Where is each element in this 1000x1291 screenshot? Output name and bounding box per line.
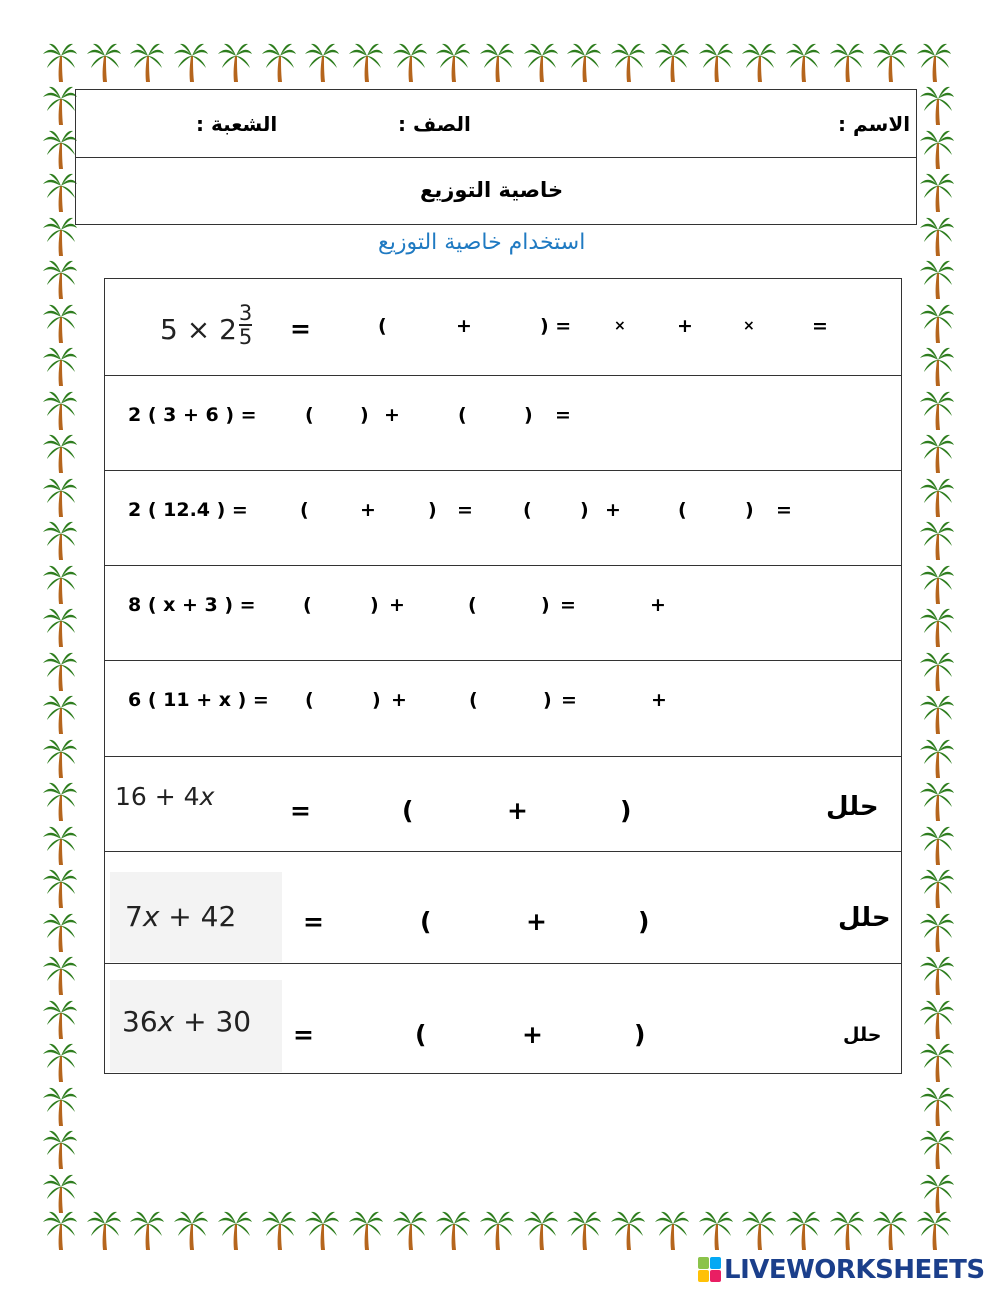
palm-tree-icon (43, 390, 77, 430)
palm-tree-icon (920, 738, 954, 778)
palm-tree-icon (742, 42, 776, 82)
palm-tree-icon (873, 42, 907, 82)
palm-tree-icon (43, 781, 77, 821)
palm-tree-icon (43, 216, 77, 256)
palm-tree-icon (920, 825, 954, 865)
palm-tree-icon (436, 1210, 470, 1250)
palm-tree-icon (655, 42, 689, 82)
row4-plus: + (389, 594, 405, 616)
palm-tree-icon (480, 1210, 514, 1250)
palm-tree-icon (920, 999, 954, 1039)
row7-open-paren: ( (420, 907, 432, 936)
palm-tree-icon (218, 42, 252, 82)
palm-tree-icon (920, 520, 954, 560)
row7-plus: + (526, 907, 547, 936)
palm-tree-icon (786, 42, 820, 82)
row2-paren: ) (524, 404, 533, 426)
row2-expression: 2 ( 3 + 6 ) = (128, 404, 257, 426)
row6-plus: + (507, 796, 528, 825)
row3-paren: ( (300, 499, 309, 521)
row-divider (104, 660, 901, 661)
class-label: الصف : (398, 112, 471, 136)
palm-tree-icon (43, 651, 77, 691)
row3-equals: = (457, 499, 473, 521)
row5-paren: ) (543, 689, 552, 711)
row5-expression: 6 ( 11 + x ) = (128, 689, 269, 711)
row8-close-paren: ) (634, 1020, 646, 1049)
row3-paren: ) (580, 499, 589, 521)
palm-tree-icon (43, 1173, 77, 1213)
row-divider (104, 756, 901, 757)
worksheet-subtitle: استخدام خاصية التوزيع (378, 230, 586, 255)
row1-plus: + (456, 315, 472, 337)
row6-solve-label: حلل (826, 792, 879, 822)
palm-tree-icon (830, 42, 864, 82)
palm-tree-icon (262, 1210, 296, 1250)
palm-tree-icon (43, 1210, 77, 1250)
palm-tree-icon (655, 1210, 689, 1250)
row3-paren: ) (428, 499, 437, 521)
row5-paren: ( (305, 689, 314, 711)
section-label: الشعبة : (196, 112, 278, 136)
palm-tree-icon (920, 651, 954, 691)
palm-tree-icon (920, 85, 954, 125)
row8-solve-label: حلل (843, 1024, 882, 1046)
palm-tree-icon (174, 42, 208, 82)
palm-tree-icon (920, 1129, 954, 1169)
row7-solve-label: حلل (838, 903, 891, 933)
palm-tree-icon (130, 1210, 164, 1250)
palm-tree-icon (393, 1210, 427, 1250)
palm-tree-icon (920, 868, 954, 908)
row3-paren: ) (745, 499, 754, 521)
palm-tree-icon (699, 42, 733, 82)
palm-tree-icon (43, 42, 77, 82)
row2-equals: = (555, 404, 571, 426)
row-divider (104, 470, 901, 471)
row2-plus: + (384, 404, 400, 426)
palm-tree-icon (920, 216, 954, 256)
row5-plus: + (651, 689, 667, 711)
row5-paren: ) (372, 689, 381, 711)
palm-tree-icon (920, 346, 954, 386)
row-divider (104, 963, 901, 964)
row6-close-paren: ) (620, 796, 632, 825)
palm-tree-icon (349, 42, 383, 82)
palm-tree-icon (43, 477, 77, 517)
logo-icon (710, 1257, 721, 1269)
palm-tree-icon (920, 564, 954, 604)
row3-expression: 2 ( 12.4 ) = (128, 499, 248, 521)
palm-tree-icon (480, 42, 514, 82)
palm-tree-icon (393, 42, 427, 82)
palm-tree-icon (567, 1210, 601, 1250)
palm-tree-icon (436, 42, 470, 82)
palm-tree-icon (218, 1210, 252, 1250)
row4-expression: 8 ( x + 3 ) = (128, 594, 256, 616)
row4-paren: ) (541, 594, 550, 616)
palm-tree-icon (262, 42, 296, 82)
palm-tree-icon (920, 390, 954, 430)
palm-tree-icon (43, 1129, 77, 1169)
palm-tree-icon (920, 607, 954, 647)
palm-tree-icon (524, 42, 558, 82)
liveworksheets-brand[interactable]: LIVEWORKSHEETS (724, 1255, 985, 1285)
row7-expression: 7x + 42 (125, 900, 237, 933)
palm-tree-icon (920, 1173, 954, 1213)
worksheet-title: خاصية التوزيع (420, 178, 564, 202)
palm-tree-icon (920, 129, 954, 169)
row4-equals: = (560, 594, 576, 616)
palm-tree-icon (43, 738, 77, 778)
palm-tree-icon (920, 477, 954, 517)
row1-equals: = (812, 315, 828, 337)
palm-tree-icon (43, 303, 77, 343)
palm-tree-icon (920, 433, 954, 473)
row7-close-paren: ) (638, 907, 650, 936)
palm-tree-icon (524, 1210, 558, 1250)
palm-tree-icon (920, 694, 954, 734)
palm-tree-icon (920, 1086, 954, 1126)
palm-tree-icon (43, 1042, 77, 1082)
row3-equals: = (776, 499, 792, 521)
row4-paren: ( (468, 594, 477, 616)
palm-tree-icon (87, 42, 121, 82)
logo-icon (710, 1270, 721, 1282)
palm-tree-icon (305, 42, 339, 82)
row1-plus: + (677, 315, 693, 337)
palm-tree-icon (920, 172, 954, 212)
palm-tree-icon (567, 42, 601, 82)
palm-tree-icon (917, 42, 951, 82)
row-divider (104, 375, 901, 376)
palm-tree-icon (920, 912, 954, 952)
palm-tree-icon (920, 303, 954, 343)
palm-tree-icon (174, 1210, 208, 1250)
palm-tree-icon (43, 868, 77, 908)
palm-tree-icon (43, 259, 77, 299)
row2-paren: ( (305, 404, 314, 426)
row3-plus: + (360, 499, 376, 521)
row1-expression: 5 × 2 $\frac{3}{5}$ (160, 301, 253, 349)
palm-tree-icon (742, 1210, 776, 1250)
row1-times: × (743, 318, 755, 334)
row6-open-paren: ( (402, 796, 414, 825)
palm-tree-icon (349, 1210, 383, 1250)
row5-equals: = (561, 689, 577, 711)
row-divider (104, 851, 901, 852)
row8-equals: = (293, 1020, 314, 1049)
palm-tree-icon (611, 1210, 645, 1250)
logo-icon (698, 1257, 709, 1269)
palm-tree-icon (43, 912, 77, 952)
palm-tree-icon (920, 781, 954, 821)
palm-tree-icon (699, 1210, 733, 1250)
palm-tree-icon (920, 259, 954, 299)
palm-tree-icon (43, 85, 77, 125)
palm-tree-icon (43, 129, 77, 169)
row4-paren: ( (303, 594, 312, 616)
row5-paren: ( (469, 689, 478, 711)
row4-paren: ) (370, 594, 379, 616)
row8-expression: 36x + 30 (122, 1005, 252, 1038)
palm-tree-icon (830, 1210, 864, 1250)
palm-tree-icon (305, 1210, 339, 1250)
palm-tree-icon (786, 1210, 820, 1250)
row3-paren: ( (523, 499, 532, 521)
logo-icon (698, 1270, 709, 1282)
palm-tree-icon (917, 1210, 951, 1250)
palm-tree-icon (920, 955, 954, 995)
row7-equals: = (303, 907, 324, 936)
palm-tree-icon (130, 42, 164, 82)
row1-close-equals: ) = (540, 315, 572, 337)
palm-tree-icon (43, 1086, 77, 1126)
row6-equals: = (290, 796, 311, 825)
row3-paren: ( (678, 499, 687, 521)
row2-paren: ) (360, 404, 369, 426)
palm-tree-icon (43, 433, 77, 473)
row4-plus: + (650, 594, 666, 616)
row1-equals: = (290, 314, 311, 343)
palm-tree-icon (43, 346, 77, 386)
row8-open-paren: ( (415, 1020, 427, 1049)
row1-times: × (614, 318, 626, 334)
palm-tree-icon (611, 42, 645, 82)
row5-plus: + (391, 689, 407, 711)
palm-tree-icon (43, 520, 77, 560)
row3-plus: + (605, 499, 621, 521)
row2-paren: ( (458, 404, 467, 426)
row-divider (104, 565, 901, 566)
palm-tree-icon (43, 694, 77, 734)
palm-tree-icon (873, 1210, 907, 1250)
palm-tree-icon (43, 825, 77, 865)
palm-tree-icon (87, 1210, 121, 1250)
row8-plus: + (522, 1020, 543, 1049)
row6-expression: 16 + 4x (115, 782, 215, 811)
row1-open-paren: ( (378, 315, 387, 337)
name-label: الاسم : (838, 112, 911, 136)
palm-tree-icon (43, 607, 77, 647)
liveworksheets-logo (698, 1257, 722, 1283)
palm-tree-icon (43, 172, 77, 212)
palm-tree-icon (43, 564, 77, 604)
palm-tree-icon (43, 955, 77, 995)
palm-tree-icon (43, 999, 77, 1039)
palm-tree-icon (920, 1042, 954, 1082)
